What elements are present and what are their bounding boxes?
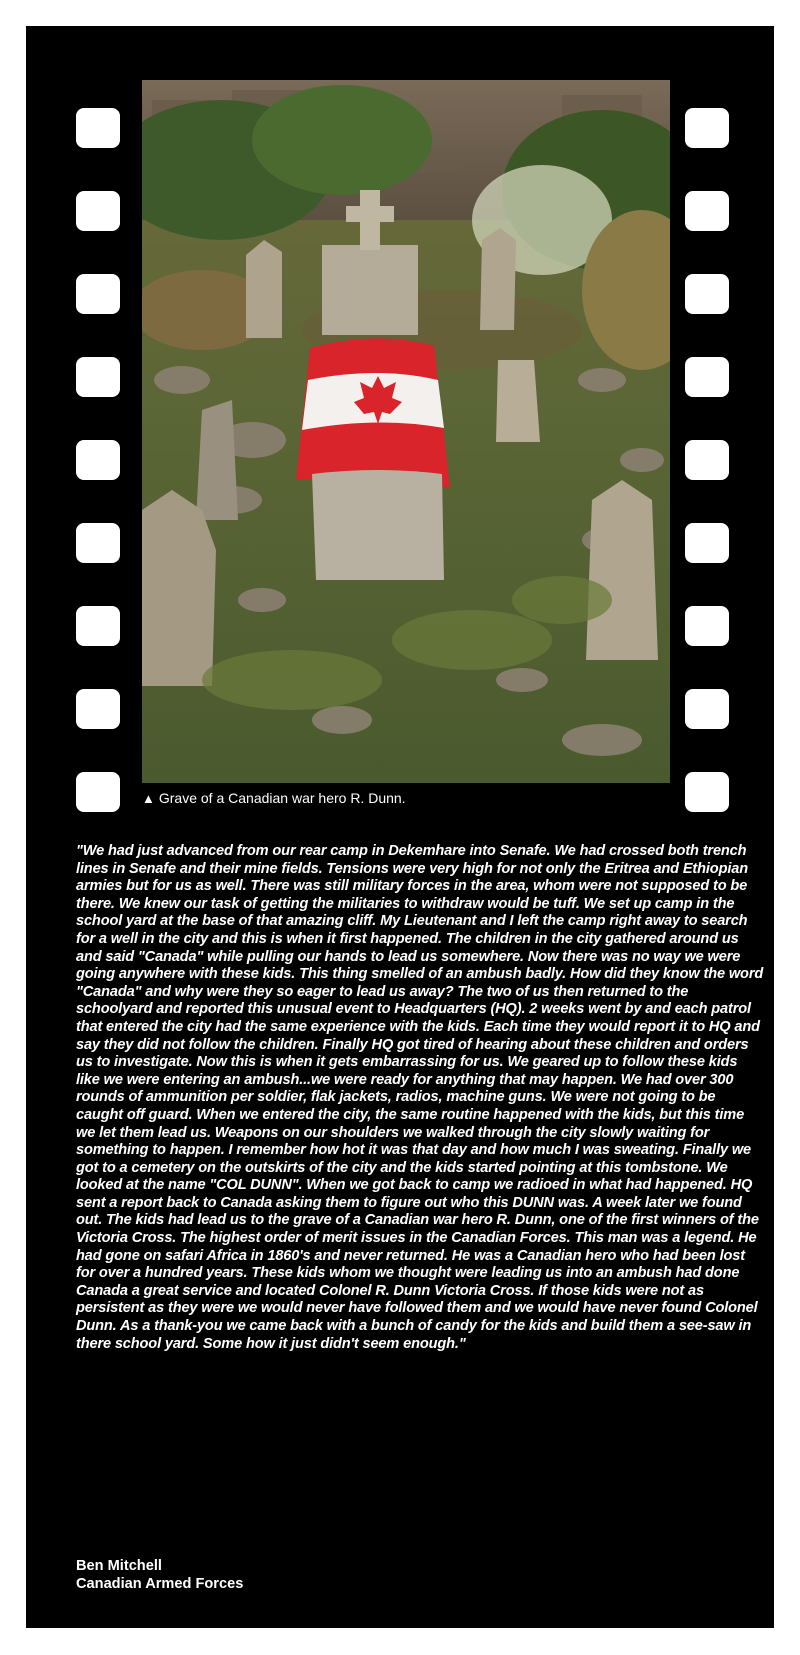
sprocket-hole <box>76 606 120 646</box>
sprocket-hole <box>685 523 729 563</box>
sprocket-hole <box>76 523 120 563</box>
sprocket-hole <box>76 440 120 480</box>
author-affiliation: Canadian Armed Forces <box>76 1576 244 1592</box>
photo-caption-text: Grave of a Canadian war hero R. Dunn. <box>158 790 406 806</box>
sprocket-hole <box>685 606 729 646</box>
film-panel <box>26 26 774 1628</box>
sprocket-hole <box>685 357 729 397</box>
sprocket-hole <box>76 357 120 397</box>
sprocket-hole <box>76 274 120 314</box>
sprocket-hole <box>685 274 729 314</box>
grave-photo <box>142 80 670 783</box>
sprocket-hole <box>685 440 729 480</box>
author-name: Ben Mitchell <box>76 1558 162 1574</box>
grave-photo-illustration <box>142 80 670 783</box>
photo-caption <box>142 783 670 813</box>
filmstrip-frame <box>26 26 774 826</box>
sprocket-hole <box>685 108 729 148</box>
sprocket-hole <box>76 191 120 231</box>
story-text: "We had just advanced from our rear camp in Dekemhare into Senafe. We had crossed both trench lines in Senafe and their mine fields. Tensions were very high for not only the Eritrea and Ethiopian armies but for us as well. There was still military forces in the area, whom were not supposed to be there. We knew our task of getting the militaries to withdraw would be tuff. We set up camp in the school yard at the base of that amazing cliff. My Lieutenant and I left the camp right away to search for a well in the city and this is when it first happened. The children in the city gathered around us and said "Canada" while pulling our hands to lead us somewhere. Now there was no way we were going anywhere with these kids. This thing smelled of an ambush badly. How did they know the word "Canada" and why were they so eager to lead us away? The two of us then returned to the schoolyard and reported this unusual event to Headquarters (HQ). 2 weeks went by and each patrol that entered the city had the same experience with the kids. Each time they would report it to HQ and say they did not follow the children. Finally HQ got tired of hearing about these children and orders us to investigate. Now this is when it gets embarrassing for us. We geared up to follow these kids like we were entering an ambush...we were ready for anything that may happen. We had over 300 rounds of ammunition per soldier, flak jackets, radios, machine guns. We were not going to be caught off guard. When we entered the city, the same routine happened with the kids, but this time we let them lead us. Weapons on our shoulders we walked through the city slowly waiting for something to happen. I remember how hot it was that day and how much I was sweating. Finally we got to a cemetery on the outskirts of the city and the kids started pointing at this tombstone. We looked at the name "COL DUNN". When we got back to camp we radioed in what had happened. HQ sent a report back to Canada asking them to figure out who this DUNN was. A week later we found out. The kids had lead us to the grave of a Canadian war hero R. Dunn, one of the first winners of the Victoria Cross. The highest order of merit issues in the Canadian Forces. This man was a legend. He had gone on safari Africa in 1860's and never returned. He was a Canadian hero who had been lost for over a hundred years. These kids whom we thought were leading us into an ambush had done Canada a great service and located Colonel R. Dunn Victoria Cross. If those kids were not as persistent as they were we would never have followed them and we would have never found Colonel Dunn. As a thank-you we came back with a bunch of candy for the kids and build them a see-saw in there school yard. Some how it just didn't seem enough." <box>76 843 764 1352</box>
sprocket-hole <box>685 772 729 812</box>
sprocket-hole <box>76 108 120 148</box>
sprocket-hole <box>685 191 729 231</box>
triangle-up-icon: ▲ <box>142 791 155 806</box>
sprocket-hole <box>76 772 120 812</box>
sprocket-hole <box>685 689 729 729</box>
sprocket-hole <box>76 689 120 729</box>
signature-block <box>76 1557 576 1593</box>
